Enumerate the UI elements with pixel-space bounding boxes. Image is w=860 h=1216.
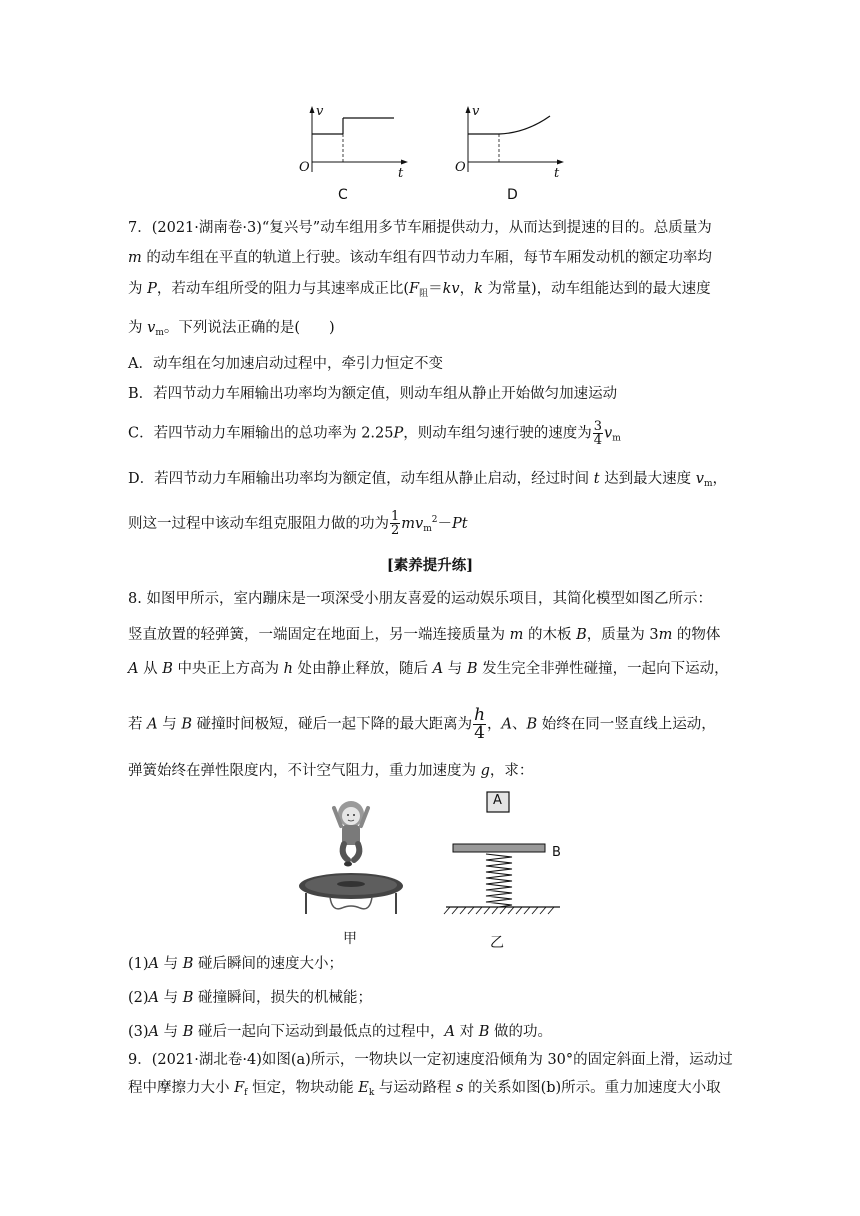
figure-jia-caption: 甲 — [343, 931, 357, 947]
q9-line-2: 程中摩擦力大小 $F_f$ 恒定，物块动能 $E_k$ 与运动路程 s 的关系如图(b)所示。重力加速度大小取 — [128, 1080, 721, 1098]
graph-d-v-label: v — [472, 104, 480, 119]
q7-option-d: D．若四节动力车厢输出功率均为额定值，动车组从静止启动，经过时间 t 达到最大速度 $v_m$， — [128, 471, 728, 489]
q7-option-b: B．若四节动力车厢输出功率均为额定值，则动车组从静止开始做匀加速运动 — [128, 386, 618, 402]
section-title: [素养提升练] — [386, 557, 474, 574]
q8-sub-2: (2)A 与 B 碰撞瞬间，损失的机械能； — [128, 990, 373, 1006]
q8-sub-1: (1)A 与 B 碰后瞬间的速度大小； — [128, 956, 344, 972]
fraction-1-2: $\frac{1}{2}$ — [391, 509, 400, 539]
spring — [486, 854, 512, 907]
graph-c-t-label: t — [398, 166, 404, 181]
q7-option-d-line-2: 则这一过程中该动车组克服阻力做的功为 $\frac{1}{2}$ $mv_m^2-Pt$ — [128, 509, 468, 539]
graph-d-curve — [499, 116, 550, 134]
figure-yi-caption: 乙 — [490, 935, 504, 951]
q9-line-1: 9．(2021·湖北卷·4)如图(a)所示，一物块以一定初速度沿倾角为 30°的固定斜面上滑，运动过 — [128, 1052, 733, 1068]
q8-line-3: A 从 B 中央正上方高为 h 处由静止释放，随后 A 与 B 发生完全非弹性碰撞，一起向下运动， — [128, 661, 729, 677]
graph-c-origin-label: O — [299, 160, 310, 175]
q8-line-1: 8. 如图甲所示，室内蹦床是一项深受小朋友喜爱的运动娱乐项目，其简化模型如图乙所示： — [128, 591, 712, 607]
q7-line-3: 为 P，若动车组所受的阻力与其速率成正比($F_阻=kv$，k 为常量)，动车组能达到的最大速度 — [128, 281, 711, 299]
block-a-label: A — [493, 793, 502, 808]
q7-line-2: m 的动车组在平直的轨道上行驶。该动车组有四节动力车厢，每节车厢发动机的额定功率均 — [128, 250, 712, 266]
q7-line-4: 为 $v_m$。下列说法正确的是( ) — [128, 320, 335, 338]
q8-line-5: 弹簧始终在弹性限度内，不计空气阻力，重力加速度为 g，求： — [128, 763, 534, 779]
graph-d-caption: D — [507, 187, 518, 203]
plank-b — [453, 844, 545, 852]
graph-c-v-label: v — [316, 104, 324, 119]
q8-line-4: 若 A 与 B 碰撞时间极短，碰后一起下降的最大距离为 $\frac{h}{4}$ ，A、B 始终在同一竖直线上运动， — [128, 705, 716, 743]
fraction-h-4: $\frac{h}{4}$ — [474, 705, 486, 743]
graph-c-caption: C — [338, 187, 348, 203]
graph-d-origin-label: O — [455, 160, 466, 175]
q8-line-2: 竖直放置的轻弹簧，一端固定在地面上，另一端连接质量为 m 的木板 B，质量为 3m 的物体 — [128, 627, 721, 643]
fraction-3-4: $\frac{3}{4}$ — [593, 419, 603, 448]
q7-line-1: 7．(2021·湖南卷·3)“复兴号”动车组用多节车厢提供动力，从而达到提速的目的。总质量为 — [128, 220, 712, 236]
q8-sub-3: (3)A 与 B 碰后一起向下运动到最低点的过程中，A 对 B 做的功。 — [128, 1024, 552, 1040]
child-figure — [334, 801, 368, 867]
q7-option-a: A．动车组在匀加速启动过程中，牵引力恒定不变 — [128, 356, 443, 372]
graph-d-t-label: t — [554, 166, 560, 181]
plank-b-label: B — [552, 845, 561, 860]
trampoline-figure — [296, 796, 416, 926]
q7-option-c: C．若四节动力车厢输出的总功率为 2.25P，则动车组匀速行驶的速度为 $\frac{3}{4}$ $v_m$ — [128, 419, 621, 448]
